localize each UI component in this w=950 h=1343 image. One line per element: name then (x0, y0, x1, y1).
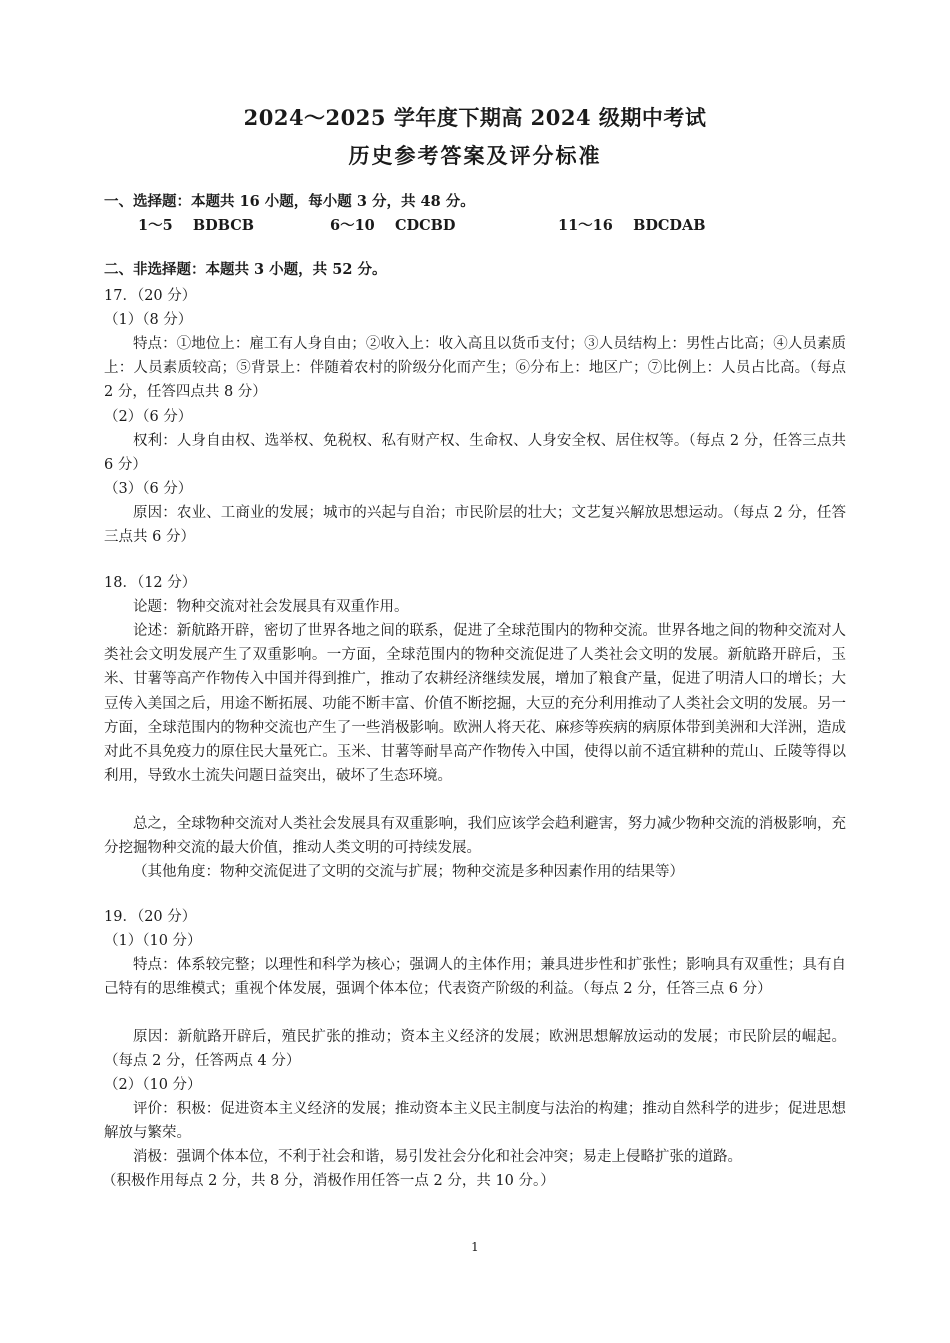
answer-range: 11～16 (558, 217, 613, 234)
q19-part2-positive: 评价：积极：促进资本主义经济的发展；推动资本主义民主制度与法治的构建；推动自然科学的进步；促进思想解放与繁荣。 (104, 1101, 846, 1142)
q18-thesis: 论题：物种交流对社会发展具有双重作用。 (133, 599, 409, 615)
q19-part1-label: （1）（10 分） (104, 933, 202, 949)
q18-other-angles: （其他角度：物种交流促进了文明的交流与扩展；物种交流是多种因素作用的结果等） (133, 864, 684, 880)
q19-part2-scoring: （积极作用每点 2 分，共 8 分，消极作用任答一点 2 分，共 10 分。） (102, 1173, 555, 1189)
q17-part1-label: （1）（8 分） (104, 312, 193, 328)
document-title: 2024～2025 学年度下期高 2024 级期中考试 (243, 105, 707, 130)
q17-part3-text: 原因：农业、工商业的发展；城市的兴起与自治；市民阶层的壮大；文艺复兴解放思想运动。（每点 2 分，任答三点共 6 分） (104, 505, 846, 546)
section1-heading: 一、选择题：本题共 16 小题，每小题 3 分，共 48 分。 (104, 193, 475, 210)
answer-group (330, 214, 455, 238)
page-number: 1 (471, 1240, 479, 1254)
q17-part1-text: 特点：①地位上：雇工有人身自由；②收入上：收入高且以货币支付；③人员结构上：男性占比高；④人员素质上：人员素质较高；⑤背景上：伴随着农村的阶级分化而产生；⑥分布上：地区广；⑦比例上：人员占比高。（每点 2 分，任答四点共 8 分） (104, 336, 846, 401)
answer-letters: CDCBD (394, 217, 456, 234)
q17-part3-label: （3）（6 分） (104, 481, 193, 497)
q17-label: 17．（20 分） (104, 288, 197, 304)
q19-part2-negative: 消极：强调个体本位，不利于社会和谐，易引发社会分化和社会冲突；易走上侵略扩张的道路。 (133, 1149, 742, 1165)
answer-range: 1～5 (138, 217, 173, 234)
q18-label: 18．（12 分） (104, 575, 197, 591)
answer-group (558, 214, 706, 238)
q19-part2-label: （2）（10 分） (104, 1077, 202, 1093)
q18-argument: 论述：新航路开辟，密切了世界各地之间的联系，促进了全球范围内的物种交流。世界各地之间的物种交流对人类社会文明发展产生了双重影响。一方面，全球范围内的物种交流促进了人类社会文明的发展。新航路开辟后，玉米、甘薯等高产作物传入中国并得到推广，推动了农耕经济继续发展，增加了粮食产量，促进了明清人口的增长；大豆传入美国之后，用途不断拓展、功能不断丰富、价值不断挖掘，大豆的充分利用推动了人类社会文明的发展。另一方面，全球范围内的物种交流也产生了一些消极影响。欧洲人将天花、麻疹等疾病的病原体带到美洲和大洋洲，造成对此不具免疫力的原住民大量死亡。玉米、甘薯等耐旱高产作物传入中国，使得以前不适宜耕种的荒山、丘陵等得以利用，导致水土流失问题日益突出，破坏了生态环境。 (104, 623, 846, 785)
answer-group (138, 214, 254, 238)
answer-range: 6～10 (330, 217, 375, 234)
document-subtitle: 历史参考答案及评分标准 (348, 143, 602, 168)
q19-label: 19．（20 分） (104, 909, 197, 925)
answer-letters: BDBCB (192, 217, 255, 234)
q19-part1-features: 特点：体系较完整；以理性和科学为核心；强调人的主体作用；兼具进步性和扩张性；影响具有双重性；具有自己特有的思维模式；重视个体发展，强调个体本位；代表资产阶级的利益。（每点 2 分，任答三点 6 分） (104, 957, 846, 998)
q19-part1-reasons: 原因：新航路开辟后，殖民扩张的推动；资本主义经济的发展；欧洲思想解放运动的发展；市民阶层的崛起。（每点 2 分，任答两点 4 分） (104, 1029, 846, 1070)
q17-part2-text: 权利：人身自由权、选举权、免税权、私有财产权、生命权、人身安全权、居住权等。（每点 2 分，任答三点共 6 分） (104, 433, 846, 474)
section2-heading: 二、非选择题：本题共 3 小题，共 52 分。 (104, 261, 387, 278)
answer-letters: BDCDAB (633, 217, 706, 234)
q18-summary: 总之，全球物种交流对人类社会发展具有双重影响，我们应该学会趋利避害，努力减少物种交流的消极影响，充分挖掘物种交流的最大价值，推动人类文明的可持续发展。 (104, 816, 846, 857)
q17-part2-label: （2）（6 分） (104, 409, 193, 425)
